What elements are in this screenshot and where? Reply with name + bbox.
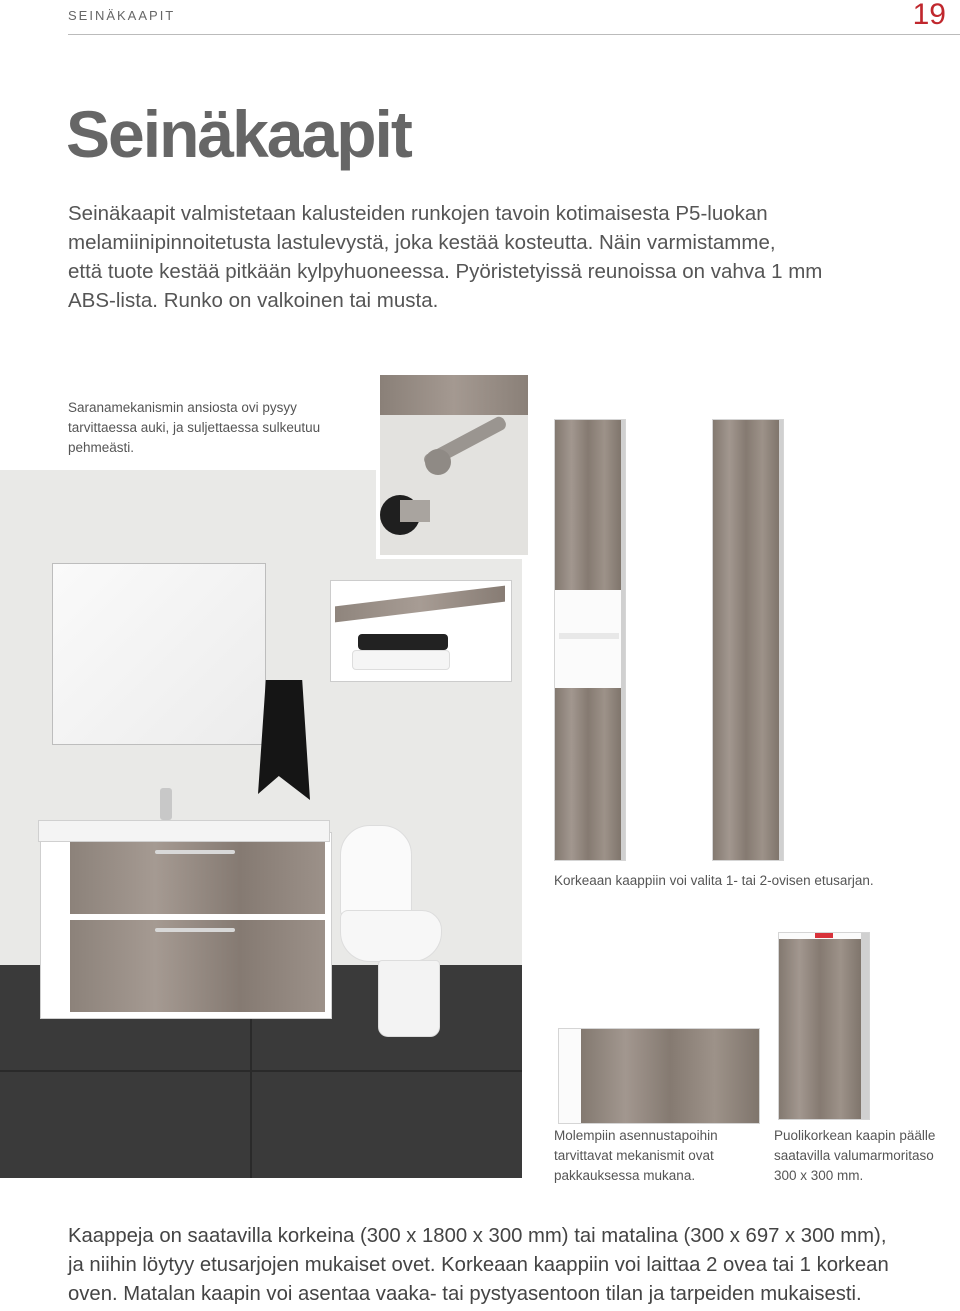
cabinet-side	[779, 420, 783, 860]
intro-line: Seinäkaapit valmistetaan kalusteiden runkojen tavoin kotimaisesta P5-luokan	[68, 202, 768, 225]
toilet-bowl	[340, 910, 442, 962]
caption-line: tarvittaessa auki, ja suljettaessa sulkeutuu	[68, 420, 321, 435]
page-title: Seinäkaapit	[66, 97, 411, 171]
hinge-plate	[400, 500, 430, 522]
page-number: 19	[912, 0, 946, 31]
caption-line: Molempiin asennustapoihin	[554, 1128, 718, 1143]
hinge-caption	[68, 398, 368, 458]
tile-joint	[0, 1070, 522, 1072]
half-height-caption	[774, 1126, 960, 1186]
bottom-line: oven. Matalan kaapin voi asentaa vaaka- tai pystyasentoon tilan ja tarpeiden mukaisesti.	[68, 1283, 862, 1305]
bottom-paragraph	[68, 1222, 953, 1309]
section-label: SEINÄKAAPIT	[68, 8, 176, 23]
intro-line: melamiinipinnoitetusta lastulevystä, joka kestää kosteutta. Näin varmistamme,	[68, 231, 776, 254]
caption-line: Korkeaan kaappiin voi valita 1- tai 2-ovisen etusarjan.	[554, 873, 874, 888]
tall-cabinet-one-door	[712, 419, 784, 861]
cabinet-door	[779, 939, 861, 1119]
toilet-base	[378, 960, 440, 1037]
hanging-towel	[258, 680, 310, 800]
low-cabinet-caption	[554, 1126, 769, 1186]
cabinet-side	[621, 420, 625, 860]
towel-stack-black	[358, 634, 448, 650]
bathroom-photo	[0, 470, 522, 1178]
caption-line: pehmeästi.	[68, 440, 135, 455]
bottom-line: Kaappeja on saatavilla korkeina (300 x 1800 x 300 mm) tai matalina (300 x 697 x 300 mm),	[68, 1225, 887, 1247]
caption-line: saatavilla valumarmoritaso	[774, 1148, 934, 1163]
faucet	[160, 788, 172, 820]
caption-line: pakkauksessa mukana.	[554, 1168, 696, 1183]
cabinet-door-upper	[555, 420, 621, 590]
washbasin	[38, 820, 330, 842]
tall-cabinet-caption	[554, 871, 954, 891]
cabinet-shelf	[559, 633, 619, 639]
caption-line: 300 x 300 mm.	[774, 1168, 864, 1183]
caption-line: Saranamekanismin ansiosta ovi pysyy	[68, 400, 297, 415]
cabinet-door	[581, 1029, 759, 1123]
hinge-joint	[425, 449, 451, 475]
caption-line: tarvittavat mekanismit ovat	[554, 1148, 714, 1163]
toilet-tank	[340, 825, 412, 917]
towel-stack-white	[352, 650, 450, 670]
intro-line: ABS-lista. Runko on valkoinen tai musta.	[68, 289, 439, 312]
mirror	[52, 563, 266, 745]
cabinet-side	[861, 933, 869, 1119]
intro-paragraph	[68, 199, 908, 315]
cabinet-door-lower	[555, 688, 621, 860]
half-height-cabinet	[778, 932, 870, 1120]
cabinet-door-full	[713, 420, 779, 860]
cabinet-top-panel	[380, 375, 528, 415]
vanity-drawer	[70, 920, 325, 1012]
tall-cabinet-two-door	[554, 419, 626, 861]
drawer-handle	[155, 928, 235, 932]
bottom-line: ja niihin löytyy etusarjojen mukaiset ovet. Korkeaan kaappiin voi laittaa 2 ovea tai 1 korkean	[68, 1254, 889, 1276]
low-wall-cabinet	[558, 1028, 760, 1124]
drawer-handle	[155, 850, 235, 854]
marble-top-indicator	[815, 933, 833, 938]
intro-line: että tuote kestää pitkään kylpyhuoneessa. Pyöristetyissä reunoissa on vahva 1 mm	[68, 260, 823, 283]
caption-line: Puolikorkean kaapin päälle	[774, 1128, 936, 1143]
header-divider	[68, 34, 960, 35]
hinge-photo	[376, 371, 532, 559]
